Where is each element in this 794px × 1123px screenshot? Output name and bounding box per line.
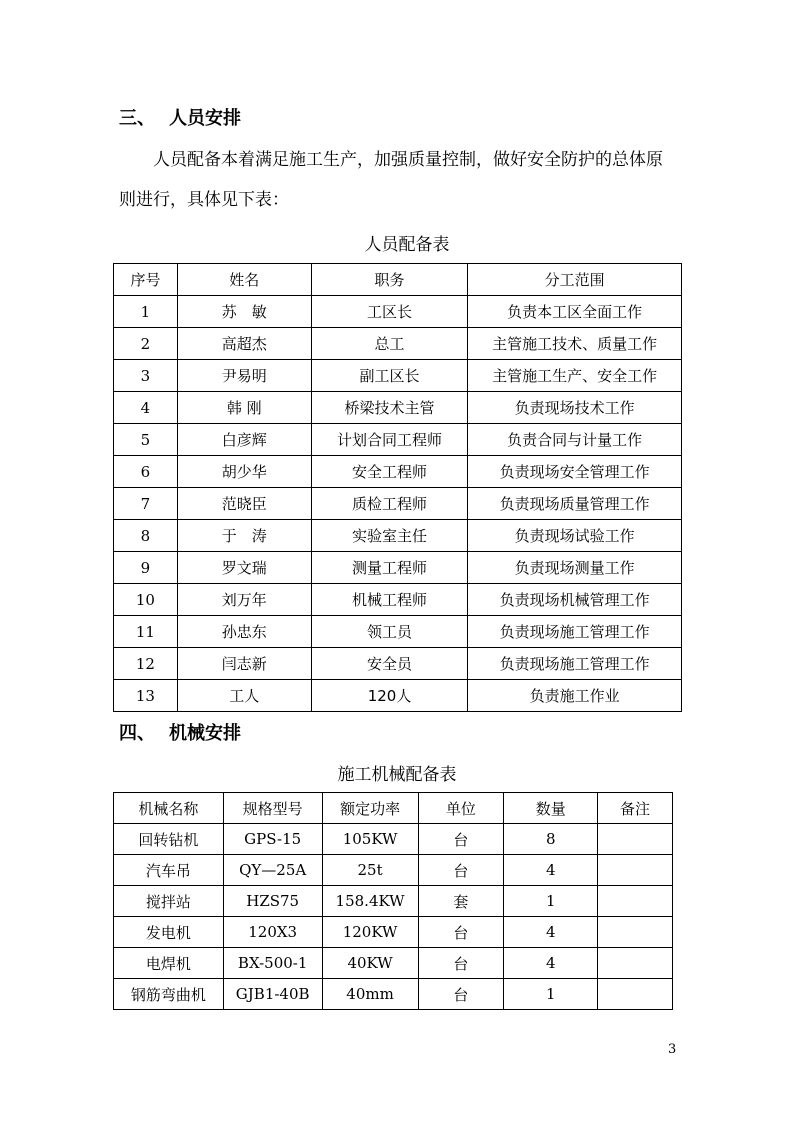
header-model: 规格型号 (223, 793, 322, 824)
intro-paragraph-text: 人员配备本着满足施工生产，加强质量控制，做好安全防护的总体原则进行，具体见下表： (119, 150, 663, 210)
table-row (114, 886, 673, 917)
cell-scope: 负责合同与计量工作 (468, 424, 682, 456)
cell-power: 25t (322, 855, 418, 886)
table-row (114, 824, 673, 855)
cell-index: 6 (114, 456, 178, 488)
machinery-table-header (114, 793, 673, 824)
section-3-number: 三、 (119, 108, 155, 129)
section-4-number: 四、 (119, 723, 155, 744)
cell-position: 安全工程师 (311, 456, 468, 488)
section-3-heading (119, 104, 241, 130)
cell-remarks (598, 917, 673, 948)
table-row (114, 456, 682, 488)
cell-remarks (598, 948, 673, 979)
cell-name: 高超杰 (177, 328, 311, 360)
cell-remarks (598, 979, 673, 1010)
cell-machine: 电焊机 (114, 948, 224, 979)
section-4-title: 机械安排 (169, 723, 241, 744)
cell-position: 质检工程师 (311, 488, 468, 520)
table-row (114, 392, 682, 424)
cell-scope: 负责现场机械管理工作 (468, 584, 682, 616)
cell-scope: 负责现场测量工作 (468, 552, 682, 584)
cell-quantity: 1 (504, 886, 598, 917)
table-row (114, 360, 682, 392)
cell-name: 刘万年 (177, 584, 311, 616)
cell-machine: 回转钻机 (114, 824, 224, 855)
cell-name: 白彦辉 (177, 424, 311, 456)
cell-name: 闫志新 (177, 648, 311, 680)
cell-scope: 负责现场施工管理工作 (468, 648, 682, 680)
cell-remarks (598, 824, 673, 855)
section-4-heading (119, 719, 241, 745)
personnel-table (113, 263, 682, 712)
table-row (114, 424, 682, 456)
cell-position: 领工员 (311, 616, 468, 648)
cell-name: 尹易明 (177, 360, 311, 392)
cell-position: 总工 (311, 328, 468, 360)
header-unit: 单位 (418, 793, 504, 824)
header-name: 姓名 (177, 264, 311, 296)
table-row (114, 616, 682, 648)
cell-position: 机械工程师 (311, 584, 468, 616)
cell-scope: 负责本工区全面工作 (468, 296, 682, 328)
machinery-table (113, 792, 673, 1010)
cell-quantity: 8 (504, 824, 598, 855)
table-row (114, 296, 682, 328)
cell-index: 12 (114, 648, 178, 680)
table-row (114, 917, 673, 948)
table-row (114, 855, 673, 886)
cell-power: 40mm (322, 979, 418, 1010)
cell-position: 120人 (311, 680, 468, 712)
cell-index: 11 (114, 616, 178, 648)
table-row (114, 948, 673, 979)
cell-position: 测量工程师 (311, 552, 468, 584)
cell-scope: 负责现场安全管理工作 (468, 456, 682, 488)
cell-quantity: 4 (504, 855, 598, 886)
cell-model: HZS75 (223, 886, 322, 917)
cell-machine: 搅拌站 (114, 886, 224, 917)
cell-scope: 主管施工技术、质量工作 (468, 328, 682, 360)
cell-machine: 发电机 (114, 917, 224, 948)
cell-remarks (598, 855, 673, 886)
cell-model: QY—25A (223, 855, 322, 886)
cell-position: 工区长 (311, 296, 468, 328)
cell-index: 5 (114, 424, 178, 456)
machinery-table-caption: 施工机械配备表 (337, 765, 457, 785)
cell-power: 105KW (322, 824, 418, 855)
cell-quantity: 4 (504, 917, 598, 948)
header-remarks: 备注 (598, 793, 673, 824)
cell-remarks (598, 886, 673, 917)
cell-index: 10 (114, 584, 178, 616)
personnel-table-caption: 人员配备表 (364, 235, 450, 255)
cell-quantity: 4 (504, 948, 598, 979)
cell-scope: 负责现场技术工作 (468, 392, 682, 424)
cell-scope: 负责现场试验工作 (468, 520, 682, 552)
section-3-title: 人员安排 (169, 108, 241, 129)
table-row (114, 648, 682, 680)
cell-name: 韩 刚 (177, 392, 311, 424)
cell-name: 工人 (177, 680, 311, 712)
cell-unit: 台 (418, 917, 504, 948)
cell-power: 158.4KW (322, 886, 418, 917)
cell-position: 副工区长 (311, 360, 468, 392)
table-row (114, 488, 682, 520)
cell-name: 于 涛 (177, 520, 311, 552)
table-row (114, 680, 682, 712)
cell-index: 8 (114, 520, 178, 552)
header-machine: 机械名称 (114, 793, 224, 824)
cell-scope: 负责现场施工管理工作 (468, 616, 682, 648)
cell-position: 安全员 (311, 648, 468, 680)
cell-index: 13 (114, 680, 178, 712)
header-power: 额定功率 (322, 793, 418, 824)
table-row (114, 328, 682, 360)
cell-name: 孙忠东 (177, 616, 311, 648)
cell-unit: 台 (418, 855, 504, 886)
cell-model: GJB1-40B (223, 979, 322, 1010)
cell-power: 40KW (322, 948, 418, 979)
cell-power: 120KW (322, 917, 418, 948)
cell-unit: 台 (418, 979, 504, 1010)
cell-machine: 钢筋弯曲机 (114, 979, 224, 1010)
cell-index: 9 (114, 552, 178, 584)
table-row (114, 520, 682, 552)
personnel-table-header (114, 264, 682, 296)
table-row (114, 552, 682, 584)
cell-model: GPS-15 (223, 824, 322, 855)
cell-index: 3 (114, 360, 178, 392)
cell-unit: 台 (418, 948, 504, 979)
header-scope: 分工范围 (468, 264, 682, 296)
table-row (114, 584, 682, 616)
intro-paragraph (119, 140, 679, 220)
cell-model: 120X3 (223, 917, 322, 948)
cell-machine: 汽车吊 (114, 855, 224, 886)
cell-model: BX-500-1 (223, 948, 322, 979)
cell-unit: 台 (418, 824, 504, 855)
cell-name: 苏 敏 (177, 296, 311, 328)
cell-scope: 负责现场质量管理工作 (468, 488, 682, 520)
cell-position: 实验室主任 (311, 520, 468, 552)
table-row (114, 979, 673, 1010)
cell-scope: 负责施工作业 (468, 680, 682, 712)
cell-index: 1 (114, 296, 178, 328)
cell-position: 计划合同工程师 (311, 424, 468, 456)
header-position: 职务 (311, 264, 468, 296)
cell-index: 7 (114, 488, 178, 520)
cell-index: 4 (114, 392, 178, 424)
header-index: 序号 (114, 264, 178, 296)
cell-name: 罗文瑞 (177, 552, 311, 584)
page-number: 3 (668, 1042, 677, 1057)
cell-unit: 套 (418, 886, 504, 917)
cell-name: 胡少华 (177, 456, 311, 488)
cell-quantity: 1 (504, 979, 598, 1010)
cell-index: 2 (114, 328, 178, 360)
cell-name: 范晓臣 (177, 488, 311, 520)
cell-scope: 主管施工生产、安全工作 (468, 360, 682, 392)
cell-position: 桥梁技术主管 (311, 392, 468, 424)
header-quantity: 数量 (504, 793, 598, 824)
